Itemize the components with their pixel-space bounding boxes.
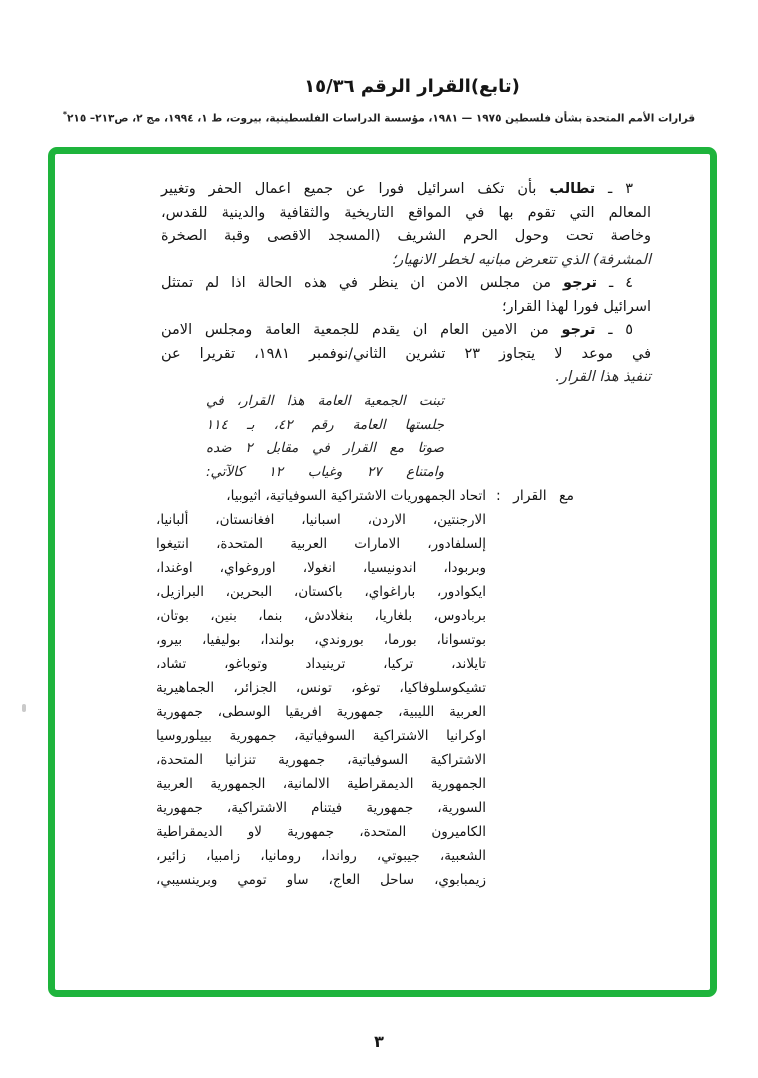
text-line: وامتناع ٢٧ وغياب ١٢ كالآتي: bbox=[206, 463, 445, 480]
text-line: الكاميرون المتحدة، جمهورية لاو الديمقراطية bbox=[156, 824, 486, 840]
text-line: الجمهورية الديمقراطية الالمانية، الجمهورية العربية bbox=[156, 776, 486, 792]
adoption-note bbox=[206, 390, 444, 484]
text-line: السورية، جمهورية فيتنام الاشتراكية، جمهورية bbox=[156, 800, 486, 816]
text-line: المعالم التي تقوم بها في المواقع التاريخية والثقافية والدينية للقدس، bbox=[161, 204, 651, 221]
text-line: تبنت الجمعية العامة هذا القرار، في bbox=[206, 393, 444, 409]
text-line: الاشتراكية السوفياتية، جمهورية تنزانيا المتحدة، bbox=[156, 752, 486, 768]
paragraph bbox=[161, 272, 651, 319]
footnote-asterisk: * bbox=[62, 110, 68, 119]
vote-label: مع القرار : bbox=[496, 488, 574, 504]
text-line: الشعبية، جيبوتي، رواندا، رومانيا، زامبيا، زائير، bbox=[156, 848, 486, 864]
text-line: اسرائيل فورا لهذا القرار؛ bbox=[501, 298, 651, 315]
resolution-border-box bbox=[48, 147, 717, 997]
text-line: إلسلفادور، الامارات العربية المتحدة، انتيغوا bbox=[156, 536, 486, 552]
paragraph bbox=[161, 178, 651, 272]
page-subtitle bbox=[0, 110, 758, 125]
text-line: في موعد لا يتجاوز ٢٣ تشرين الثاني/نوفمبر ١٩٨١، تقريرا عن bbox=[161, 345, 652, 362]
text-line: تايلاند، تركيا، ترينيداد وتوباغو، تشاد، bbox=[156, 656, 486, 672]
scan-speck bbox=[22, 704, 26, 712]
text-line: وخاصة تحت وحول الحرم الشريف (المسجد الاقصى وقبة الصخرة bbox=[161, 228, 651, 244]
text-line: وبربودا، اندونيسيا، انغولا، اوروغواي، اوغندا، bbox=[156, 560, 486, 576]
paragraph bbox=[161, 319, 651, 390]
text-line: بربادوس، بلغاريا، بنغلادش، بنما، بنين، بوتان، bbox=[156, 608, 486, 624]
text-line: زيمبابوي، ساحل العاج، ساو تومي وبرينسيبي، bbox=[156, 872, 486, 888]
text-line: جلستها العامة رقم ٤٢، بـ ١١٤ bbox=[206, 416, 445, 433]
source-citation: قرارات الأمم المتحدة بشأن فلسطين ١٩٧٥ — ١٩٨١، مؤسسة الدراسات الفلسطينية، بيروت، ط ١، ١٩٩٤، مج ٢، ص٢١٣– ٢١٥ bbox=[67, 112, 696, 125]
text-line: الارجنتين، الاردن، اسبانيا، افغانستان، ألبانيا، bbox=[156, 512, 486, 528]
text-line: ايكوادور، باراغواي، باكستان، البحرين، البرازيل، bbox=[156, 584, 486, 600]
text-line: اوكرانيا الاشتراكية السوفياتية، جمهورية بييلوروسيا bbox=[156, 728, 486, 744]
text-line: ٣ ـ تطالب بأن تكف اسرائيل فورا عن جميع اعمال الحفر وتغيير bbox=[161, 181, 633, 197]
page-number: ٣ bbox=[374, 1032, 384, 1051]
text-line: العربية الليبية، جمهورية افريقيا الوسطى، جمهورية bbox=[156, 704, 486, 720]
text-line: تنفيذ هذا القرار. bbox=[555, 369, 651, 385]
text-line: ٤ ـ ترجو من مجلس الامن ان ينظر في هذه الحالة اذا لم تمتثل bbox=[161, 275, 633, 291]
text-line: ٥ ـ ترجو من الامين العام ان يقدم للجمعية العامة ومجلس الامن bbox=[161, 322, 633, 338]
text-line: المشرفة) الذي تتعرض مبانيه لخطر الانهيار؛ bbox=[391, 251, 651, 268]
text-line: بوتسوانا، بورما، بوروندي، بولندا، بوليفيا، بيرو، bbox=[156, 632, 486, 648]
page-title: (تابع)القرار الرقم ١٥/٣٦ bbox=[304, 76, 520, 97]
vote-record bbox=[156, 484, 574, 892]
text-line: صوتا مع القرار في مقابل ٢ ضده bbox=[206, 440, 444, 456]
text-line: اتحاد الجمهوريات الاشتراكية السوفياتية، اثيوبيا، bbox=[226, 488, 486, 504]
vote-country-list bbox=[156, 484, 486, 892]
resolution-paragraphs bbox=[161, 178, 651, 390]
text-line: تشيكوسلوفاكيا، توغو، تونس، الجزائر، الجماهيرية bbox=[156, 680, 486, 696]
